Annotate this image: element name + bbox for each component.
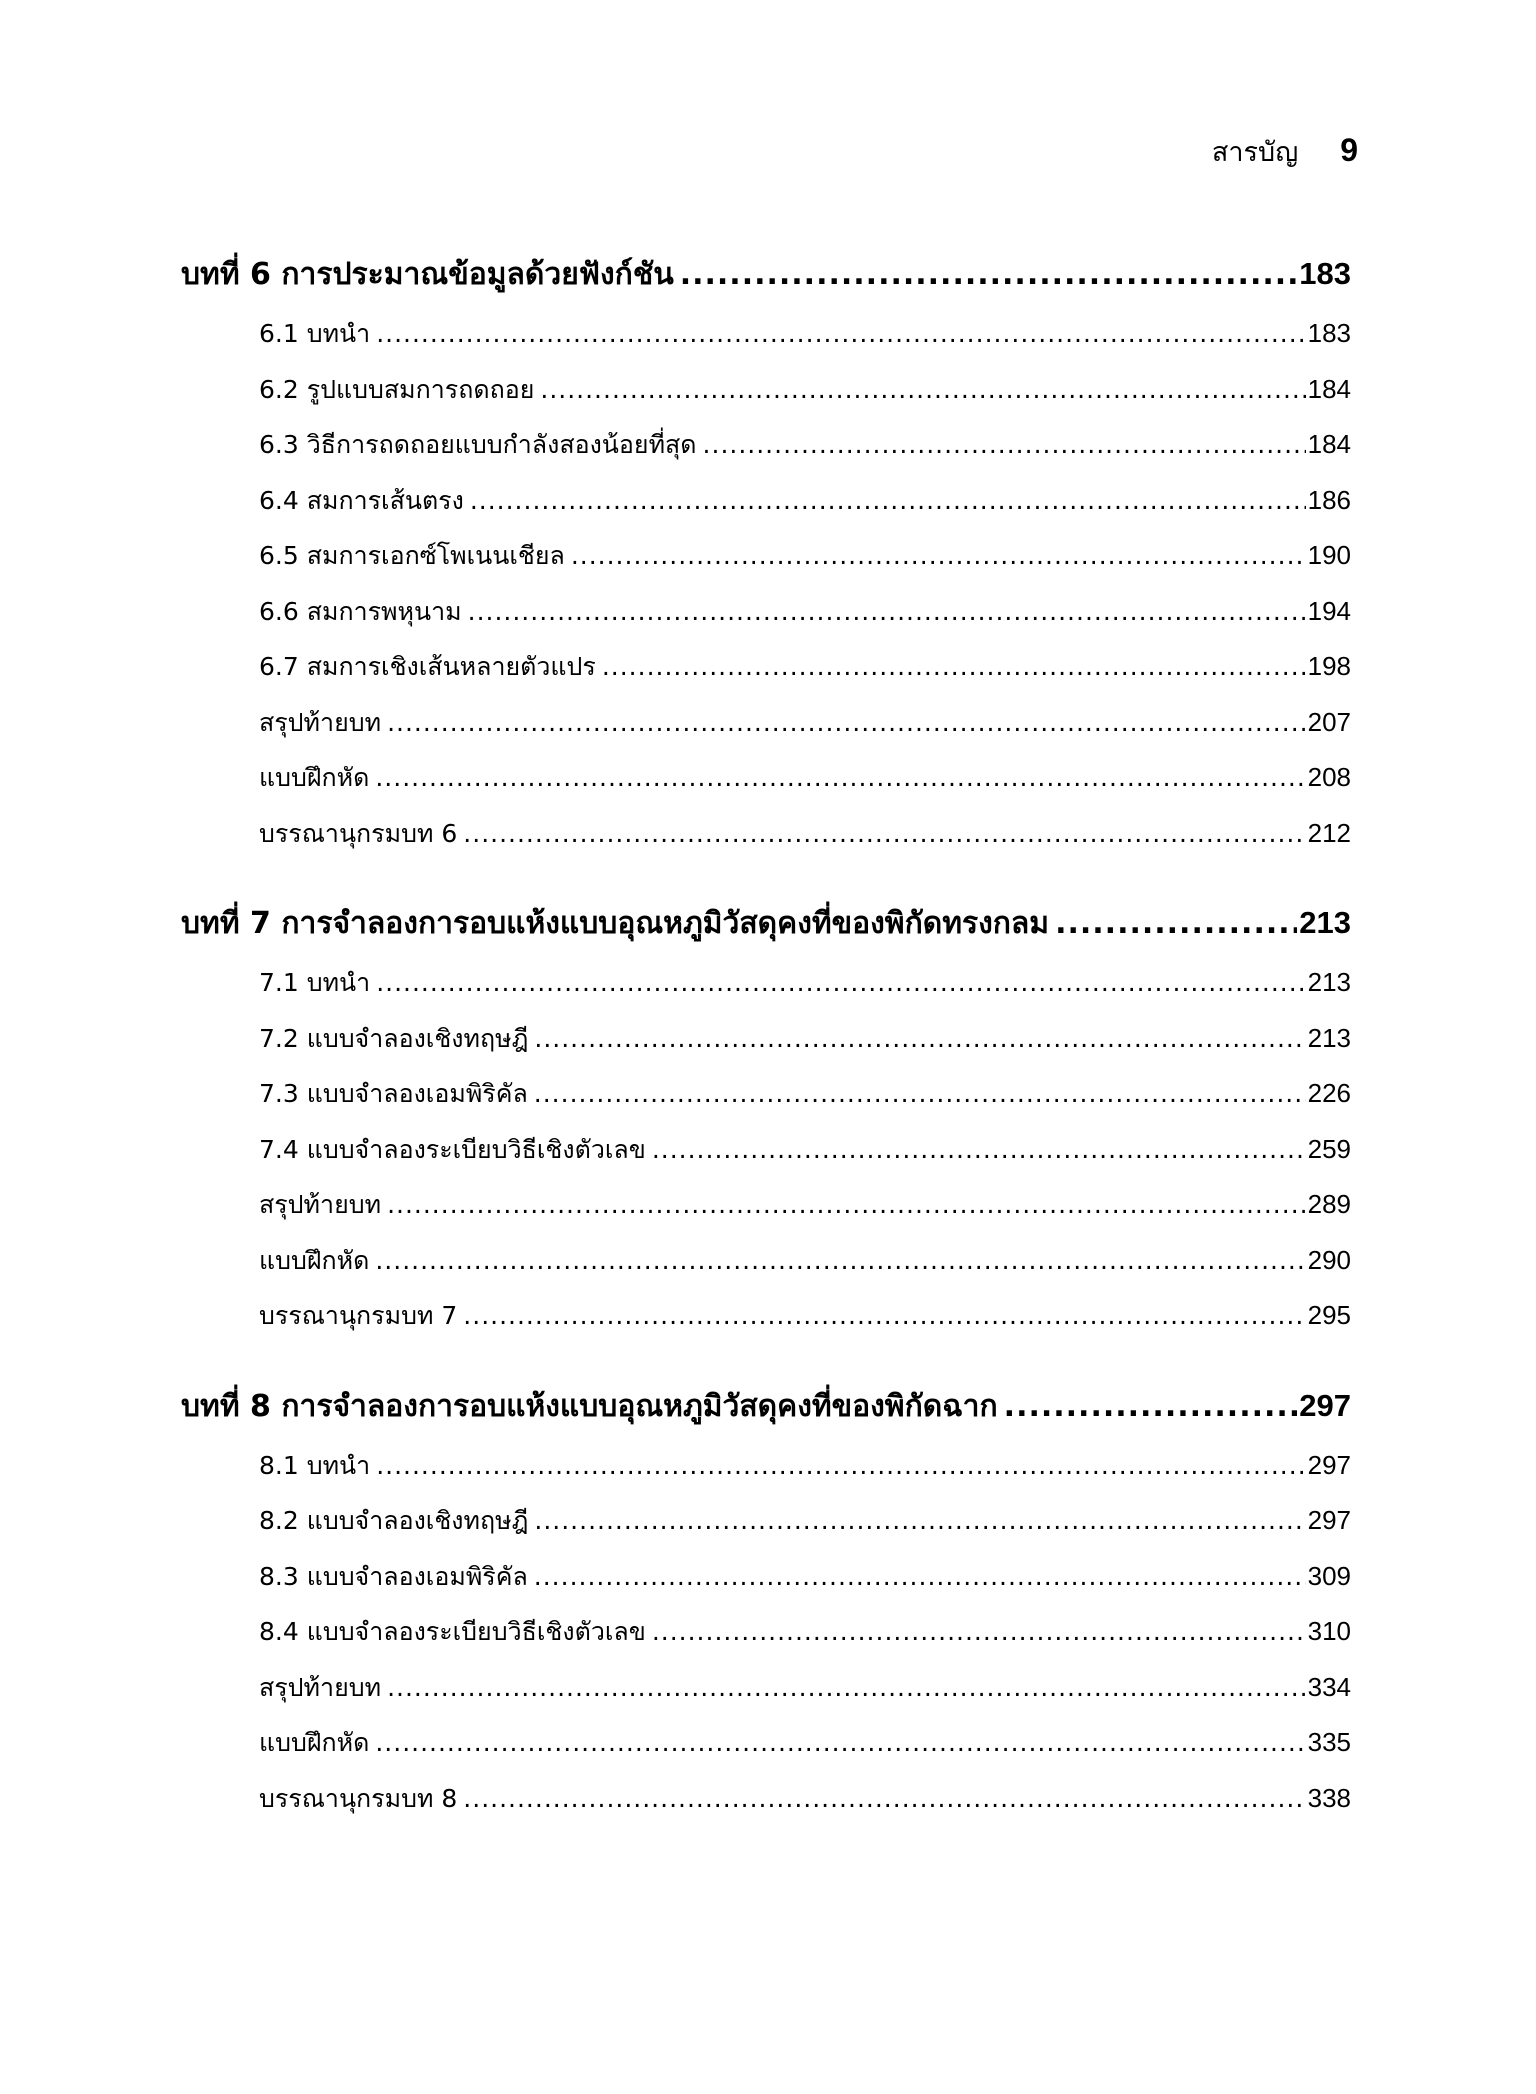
toc-section-title: 8.4 แบบจำลองระเบียบวิธีเชิงตัวเลข xyxy=(259,1617,646,1646)
toc-chapter-page: 213 xyxy=(1299,905,1351,940)
toc-chapter-entry[interactable] xyxy=(181,1374,1351,1438)
toc-section-page: 184 xyxy=(1307,429,1351,459)
toc-leader-dots xyxy=(652,1122,1306,1178)
toc-section-title: 6.6 สมการพหุนาม xyxy=(259,596,462,626)
toc-chapter-title: บทที่ 8 การจำลองการอบแห้งแบบอุณหภูมิวัสดุคงที่ของพิกัดฉาก xyxy=(181,1388,998,1424)
toc-leader-dots xyxy=(571,528,1306,584)
toc-section-title: บรรณานุกรมบท 8 xyxy=(259,1783,458,1813)
toc-section-page: 309 xyxy=(1307,1560,1351,1591)
toc-section-entry[interactable] xyxy=(259,955,1351,1011)
toc-section-list xyxy=(259,1438,1351,1827)
toc-leader-dots xyxy=(463,1771,1305,1827)
toc-section-entry[interactable] xyxy=(259,306,1351,362)
toc-section-entry[interactable] xyxy=(259,1660,1351,1716)
toc-section-page: 297 xyxy=(1307,1505,1351,1535)
toc-section-page: 194 xyxy=(1307,595,1351,626)
toc-leader-dots xyxy=(387,1660,1306,1716)
toc-leader-dots xyxy=(463,806,1305,862)
toc-section-page: 190 xyxy=(1307,540,1351,570)
toc-section-title: 6.3 วิธีการถดถอยแบบกำลังสองน้อยที่สุด xyxy=(259,430,697,459)
running-title: สารบัญ xyxy=(1211,137,1299,168)
toc-section-entry[interactable] xyxy=(259,1011,1351,1067)
toc-leader-dots xyxy=(534,1549,1306,1605)
toc-section-page: 183 xyxy=(1307,318,1351,348)
toc-section-title: แบบฝึกหัด xyxy=(259,1245,370,1275)
toc-leader-dots xyxy=(387,1177,1306,1233)
toc-chapter-title: บทที่ 6 การประมาณข้อมูลด้วยฟังก์ชัน xyxy=(181,257,674,292)
toc-leader-dots xyxy=(376,306,1305,362)
toc-section-title: บรรณานุกรมบท 6 xyxy=(259,818,458,848)
toc-section-title: 8.1 บทนำ xyxy=(259,1450,371,1480)
toc-section-entry[interactable] xyxy=(259,528,1351,584)
toc-section-title: 8.2 แบบจำลองเชิงทฤษฎี xyxy=(259,1506,529,1535)
toc-section-page: 295 xyxy=(1307,1300,1351,1330)
toc-chapter xyxy=(181,242,1351,861)
page-number: 9 xyxy=(1340,132,1358,168)
toc-chapter-entry[interactable] xyxy=(181,891,1351,955)
toc-section-page: 212 xyxy=(1307,817,1351,848)
toc-section-entry[interactable] xyxy=(259,417,1351,473)
toc-section-list xyxy=(259,955,1351,1344)
toc-chapter xyxy=(181,1374,1351,1827)
toc-chapter-page: 297 xyxy=(1299,1387,1351,1423)
toc-leader-dots xyxy=(470,473,1306,529)
toc-section-title: สรุปท้ายบท xyxy=(259,707,382,737)
toc-section-page: 338 xyxy=(1307,1782,1351,1813)
toc-section-page: 208 xyxy=(1307,762,1351,792)
toc-section-title: 7.3 แบบจำลองเอมพิริคัล xyxy=(259,1079,528,1108)
toc-section-page: 226 xyxy=(1307,1078,1351,1108)
toc-section-title: 6.5 สมการเอกซ์โพเนนเชียล xyxy=(259,541,565,570)
toc-section-entry[interactable] xyxy=(259,584,1351,640)
toc-section-title: บรรณานุกรมบท 7 xyxy=(259,1301,458,1330)
toc-section-page: 186 xyxy=(1307,484,1351,515)
toc-leader-dots xyxy=(703,417,1306,473)
toc-section-title: 6.7 สมการเชิงเส้นหลายตัวแปร xyxy=(259,652,596,681)
toc-section-entry[interactable] xyxy=(259,806,1351,862)
toc-section-entry[interactable] xyxy=(259,1066,1351,1122)
toc-leader-dots xyxy=(463,1288,1305,1344)
toc-section-title: สรุปท้ายบท xyxy=(259,1672,382,1702)
toc-section-title: แบบฝึกหัด xyxy=(259,1728,370,1757)
toc-section-title: 8.3 แบบจำลองเอมพิริคัล xyxy=(259,1561,528,1591)
toc-section-entry[interactable] xyxy=(259,362,1351,418)
toc-section-page: 289 xyxy=(1307,1189,1351,1219)
toc-leader-dots xyxy=(534,1066,1306,1122)
toc-section-title: 7.4 แบบจำลองระเบียบวิธีเชิงตัวเลข xyxy=(259,1134,646,1164)
toc-section-title: 6.2 รูปแบบสมการถดถอย xyxy=(259,374,535,404)
toc-chapter-entry[interactable] xyxy=(181,242,1351,306)
toc-section-entry[interactable] xyxy=(259,1288,1351,1344)
toc-leader-dots xyxy=(602,639,1306,695)
toc-section-title: 7.2 แบบจำลองเชิงทฤษฎี xyxy=(259,1023,529,1053)
toc-section-entry[interactable] xyxy=(259,750,1351,806)
toc-leader-dots xyxy=(376,955,1305,1011)
toc-section-title: 6.1 บทนำ xyxy=(259,319,371,348)
toc-leader-dots xyxy=(1055,892,1297,956)
toc-section-entry[interactable] xyxy=(259,1177,1351,1233)
toc-section-entry[interactable] xyxy=(259,1122,1351,1178)
toc-leader-dots xyxy=(534,1493,1305,1549)
toc-leader-dots xyxy=(534,1011,1305,1067)
toc-section-page: 198 xyxy=(1307,651,1351,681)
toc-section-page: 310 xyxy=(1307,1616,1351,1646)
toc-leader-dots xyxy=(540,362,1305,418)
toc-section-title: แบบฝึกหัด xyxy=(259,763,370,792)
toc-leader-dots xyxy=(387,695,1306,751)
toc-section-entry[interactable] xyxy=(259,473,1351,529)
toc-section-entry[interactable] xyxy=(259,1233,1351,1289)
running-header xyxy=(1212,130,1358,173)
toc-section-entry[interactable] xyxy=(259,695,1351,751)
toc-chapter xyxy=(181,891,1351,1344)
toc-section-page: 213 xyxy=(1307,1022,1351,1053)
toc-section-entry[interactable] xyxy=(259,1493,1351,1549)
toc-section-list xyxy=(259,306,1351,861)
toc-chapter-page: 183 xyxy=(1299,256,1351,291)
toc-section-entry[interactable] xyxy=(259,1715,1351,1771)
toc-section-entry[interactable] xyxy=(259,639,1351,695)
toc-leader-dots xyxy=(375,750,1305,806)
toc-leader-dots xyxy=(652,1604,1306,1660)
toc-section-entry[interactable] xyxy=(259,1438,1351,1494)
toc-section-entry[interactable] xyxy=(259,1771,1351,1827)
toc-section-entry[interactable] xyxy=(259,1549,1351,1605)
toc-chapter-title: บทที่ 7 การจำลองการอบแห้งแบบอุณหภูมิวัสดุคงที่ของพิกัดทรงกลม xyxy=(181,906,1050,941)
toc-section-entry[interactable] xyxy=(259,1604,1351,1660)
toc-leader-dots xyxy=(375,1715,1305,1771)
toc-section-title: 7.1 บทนำ xyxy=(259,968,371,997)
toc-section-page: 207 xyxy=(1307,706,1351,737)
toc-section-page: 213 xyxy=(1307,967,1351,997)
toc-leader-dots xyxy=(468,584,1306,640)
toc-section-page: 297 xyxy=(1307,1449,1351,1480)
toc-section-title: 6.4 สมการเส้นตรง xyxy=(259,485,464,515)
toc-leader-dots xyxy=(680,243,1298,307)
toc-section-page: 259 xyxy=(1307,1133,1351,1164)
toc-leader-dots xyxy=(1004,1375,1298,1439)
toc-leader-dots xyxy=(376,1438,1305,1494)
toc-section-page: 184 xyxy=(1307,373,1351,404)
table-of-contents xyxy=(181,242,1351,1856)
toc-section-page: 290 xyxy=(1307,1244,1351,1275)
toc-section-title: สรุปท้ายบท xyxy=(259,1190,382,1219)
toc-leader-dots xyxy=(375,1233,1305,1289)
toc-section-page: 335 xyxy=(1307,1727,1351,1757)
toc-section-page: 334 xyxy=(1307,1671,1351,1702)
